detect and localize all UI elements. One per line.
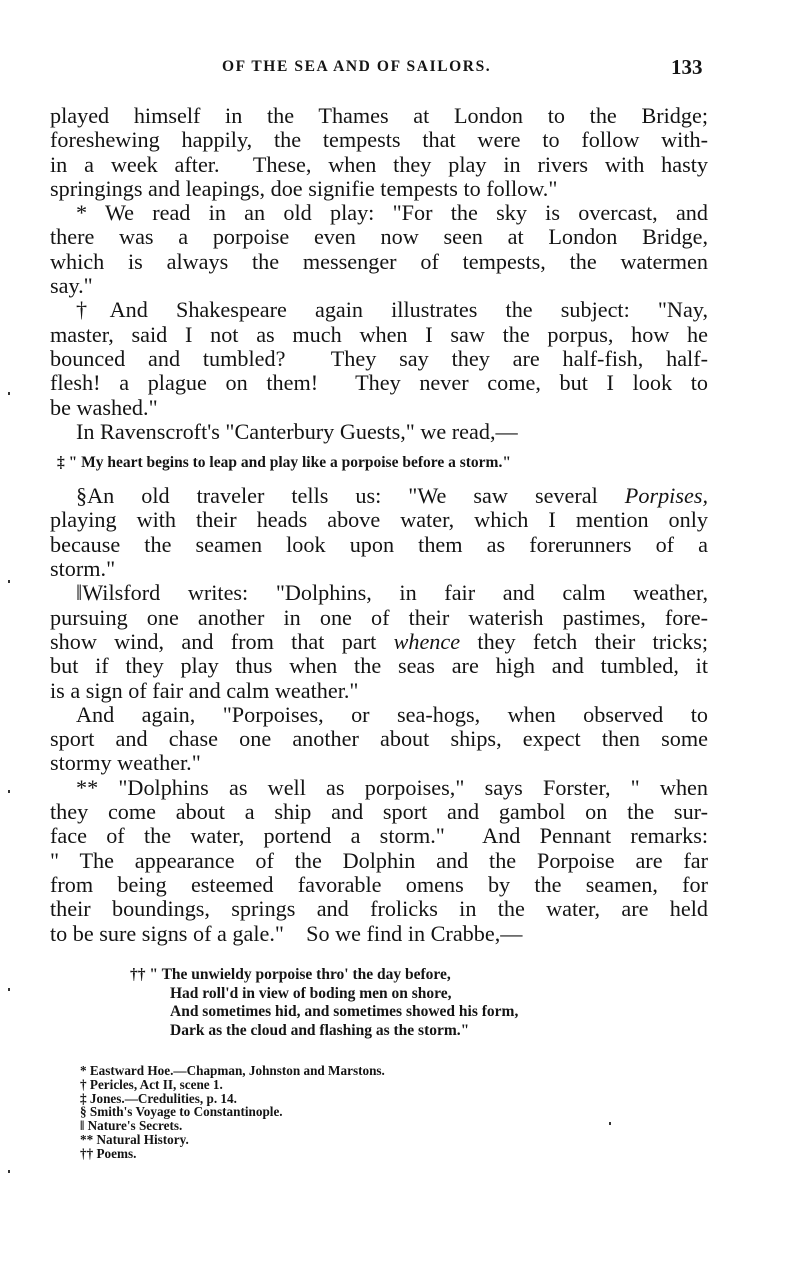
text-segment: played himself in the Thames at London to the Bridge; xyxy=(50,103,708,128)
poem-line: And sometimes hid, and sometimes showed his form, xyxy=(170,1003,519,1020)
text-segment: they come about a ship and sport and gambol on the sur- xyxy=(50,799,708,825)
text-line xyxy=(50,654,708,678)
text-line xyxy=(50,703,708,727)
text-segment: bounced and tumbled? They say they are half-fish, half- xyxy=(50,345,708,371)
text-segment: master, said I not as much when I saw the porpus, how he xyxy=(50,321,708,347)
text-segment: which is always the messenger of tempests, the watermen xyxy=(50,248,708,274)
text-line xyxy=(50,104,708,128)
scan-speck xyxy=(8,988,10,991)
text-line xyxy=(50,371,708,395)
text-line xyxy=(50,420,708,444)
text-line xyxy=(50,153,708,177)
text-line xyxy=(50,824,708,848)
text-line xyxy=(50,922,708,946)
text-segment: In Ravenscroft's "Canterbury Guests," we read,— xyxy=(76,418,518,444)
text-line xyxy=(50,298,708,322)
text-line xyxy=(50,128,708,152)
footnotes xyxy=(80,1064,385,1161)
scan-speck xyxy=(609,1122,611,1125)
text-segment: §An old traveler tells us: "We saw several xyxy=(76,483,625,509)
text-line xyxy=(50,557,708,581)
scan-speck xyxy=(8,1170,10,1173)
poem-quotation xyxy=(130,966,518,1040)
text-line xyxy=(50,800,708,824)
text-segment: And again, "Porpoises, or sea-hogs, when observed to xyxy=(76,701,708,727)
text-line xyxy=(50,849,708,873)
scan-speck xyxy=(8,790,10,793)
text-segment: whence xyxy=(393,628,461,654)
text-segment: " The appearance of the Dolphin and the Porpoise are far xyxy=(50,847,708,873)
text-segment: their boundings, springs and frolicks in the water, are held xyxy=(50,896,708,922)
text-line xyxy=(50,177,708,201)
text-line xyxy=(50,533,708,557)
text-line xyxy=(50,250,708,274)
text-line xyxy=(50,776,708,800)
text-segment: face of the water, portend a storm." And Pennant remarks: xyxy=(50,823,708,849)
block-quote: ‡ " My heart begins to leap and play like a porpoise before a storm." xyxy=(57,454,511,472)
text-segment: Porpises, xyxy=(624,483,708,509)
text-segment: because the seamen look upon them as forerunners of a xyxy=(50,531,708,557)
text-segment: say." xyxy=(50,273,93,299)
scan-speck xyxy=(8,580,10,583)
text-segment: * We read in an old play: "For the sky is overcast, and xyxy=(76,200,708,226)
footnote: †† Poems. xyxy=(80,1145,137,1161)
text-line xyxy=(50,679,708,703)
text-segment: in a week after. These, when they play in rivers with hasty xyxy=(50,151,708,177)
text-line xyxy=(50,897,708,921)
text-line xyxy=(50,630,708,654)
text-segment: ** "Dolphins as well as porpoises," says Forster, " when xyxy=(76,774,708,800)
text-line xyxy=(50,751,708,775)
text-segment: †And Shakespeare again illustrates the subject: "Nay, xyxy=(76,297,708,323)
text-line xyxy=(50,581,708,605)
text-segment: flesh! a plague on them! They never come, but I look to xyxy=(50,370,708,396)
text-line xyxy=(50,274,708,298)
footnote: ‡ Jones.—Credulities, p. 14. xyxy=(80,1090,237,1106)
running-title: OF THE SEA AND OF SAILORS. xyxy=(222,58,492,75)
text-segment: from being esteemed favorable omens by the seamen, for xyxy=(50,871,708,897)
body-text xyxy=(50,104,708,946)
text-segment: they fetch their tricks; xyxy=(460,628,708,654)
text-line xyxy=(50,201,708,225)
text-segment: be washed." xyxy=(50,394,158,420)
text-segment: playing with their heads above water, which I mention only xyxy=(50,507,708,533)
text-segment: storm." xyxy=(50,556,116,582)
text-segment: foreshewing happily, the tempests that were to follow with- xyxy=(50,127,708,153)
text-line xyxy=(50,396,708,420)
text-line xyxy=(50,484,708,508)
text-line xyxy=(50,606,708,630)
text-segment: there was a porpoise even now seen at London Bridge, xyxy=(50,224,708,250)
footnote: § Smith's Voyage to Constantinople. xyxy=(80,1104,283,1120)
text-segment: stormy weather." xyxy=(50,750,201,776)
text-line xyxy=(50,225,708,249)
text-line xyxy=(50,347,708,371)
footnote: ‖ Nature's Secrets. xyxy=(80,1118,183,1134)
poem-line: Dark as the cloud and flashing as the storm." xyxy=(170,1021,470,1039)
text-segment: sport and chase one another about ships, expect then some xyxy=(50,726,708,752)
poem-line: †† " The unwieldy porpoise thro' the day before, xyxy=(130,966,451,983)
text-segment: show wind, and from that part xyxy=(50,628,394,654)
text-segment: to be sure signs of a gale." So we find in Crabbe,— xyxy=(50,920,523,946)
text-segment: springings and leapings, doe signifie tempests to follow." xyxy=(50,175,558,201)
footnote: ** Natural History. xyxy=(80,1131,189,1147)
text-line xyxy=(50,323,708,347)
page-number: 133 xyxy=(671,55,703,79)
text-line xyxy=(50,873,708,897)
scan-speck xyxy=(8,392,10,395)
text-line xyxy=(50,508,708,532)
footnote: * Eastward Hoe.—Chapman, Johnston and Marstons. xyxy=(80,1063,385,1078)
text-segment: but if they play thus when the seas are high and tumbled, it xyxy=(50,653,708,679)
text-segment: pursuing one another in one of their waterish pastimes, fore- xyxy=(50,604,708,630)
text-segment: is a sign of fair and calm weather." xyxy=(50,677,359,703)
text-segment: ‖Wilsford writes: "Dolphins, in fair and calm weather, xyxy=(76,580,708,606)
text-line xyxy=(50,727,708,751)
poem-line: Had roll'd in view of boding men on shore, xyxy=(170,984,452,1002)
footnote: † Pericles, Act II, scene 1. xyxy=(80,1076,223,1092)
